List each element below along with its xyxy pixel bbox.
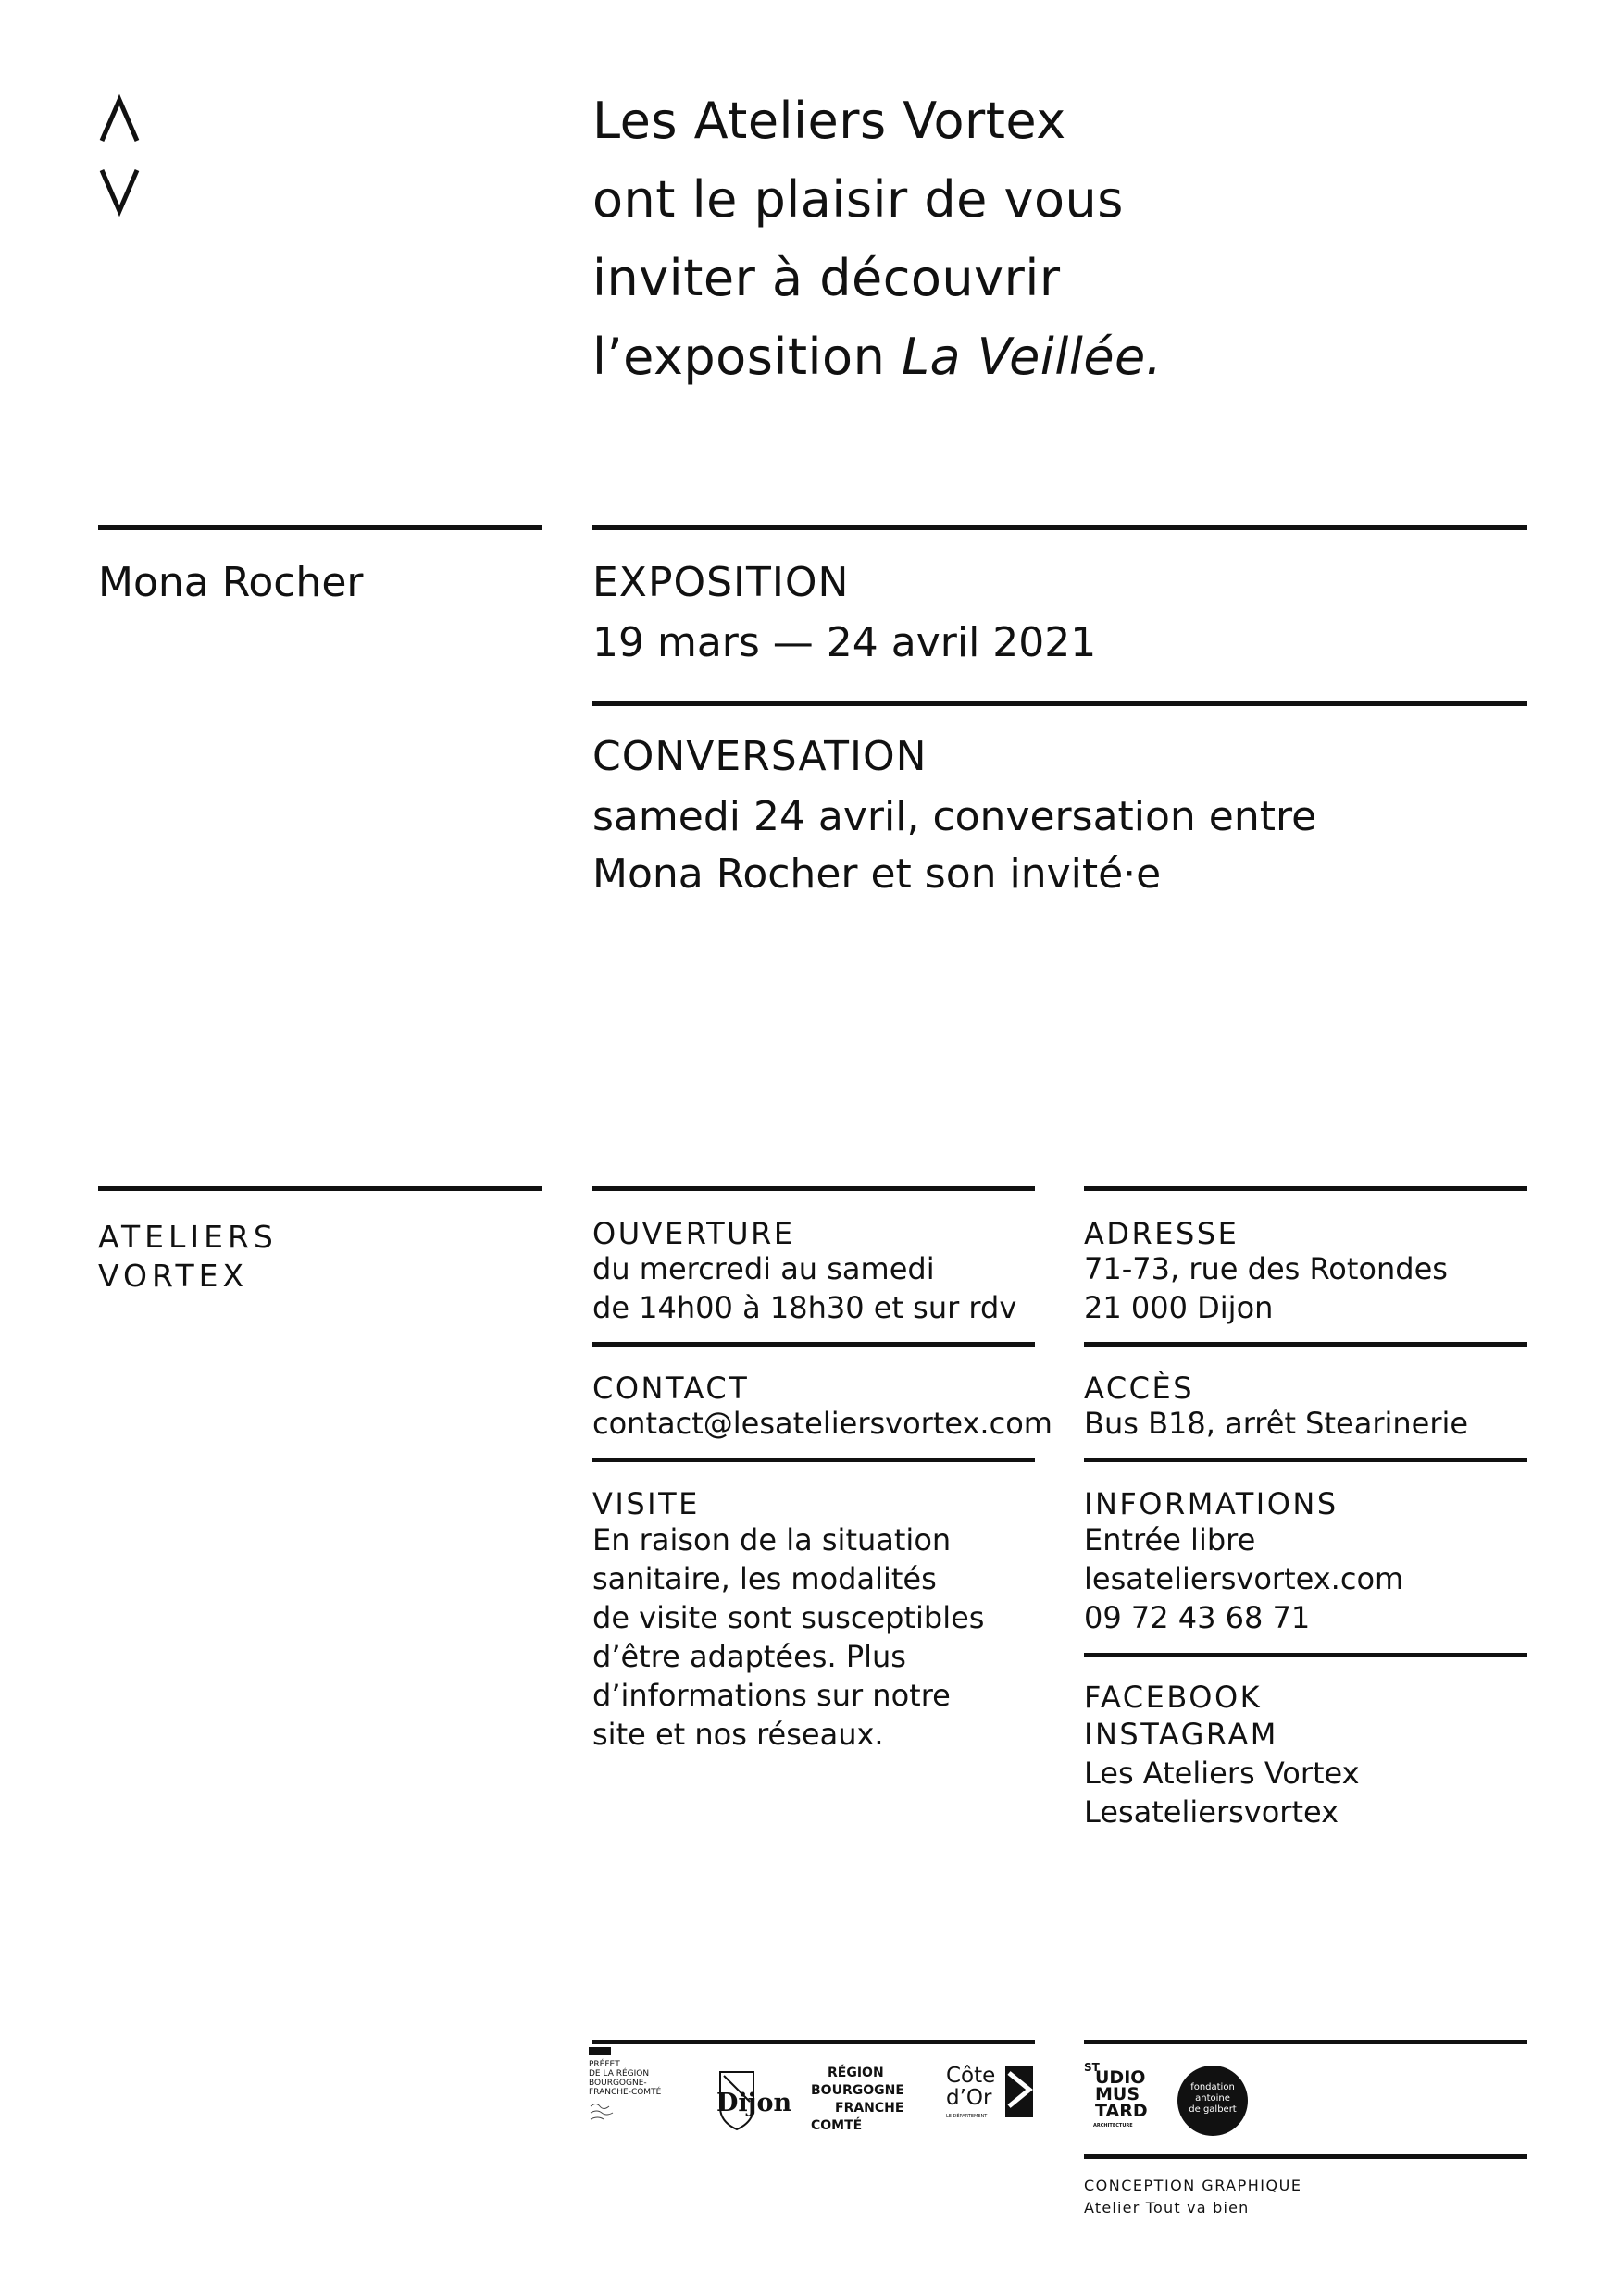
invitation-line-4-prefix: l’exposition [592,328,902,386]
informations-website: lesateliersvortex.com [1084,1561,1404,1596]
invitation-line-2: ont le plaisir de vous [592,170,1124,229]
wordmark-line-2: VORTEX [98,1258,249,1294]
cotedor-line-1: Côte [946,2064,996,2088]
divider [1084,2154,1527,2159]
visite-line: de visite sont susceptibles [592,1600,985,1635]
adresse-label: ADRESSE [1084,1216,1239,1251]
facebook-handle: Les Ateliers Vortex [1084,1756,1360,1791]
fondation-logo [1177,2066,1248,2136]
divider [98,1186,542,1191]
contact-email: contact@lesateliersvortex.com [592,1406,1052,1441]
divider [592,1186,1035,1191]
divider [1084,1458,1527,1462]
region-line-3: FRANCHE [835,2101,904,2116]
dijon-text: Dijon [716,2089,792,2117]
invitation-text [592,81,1162,396]
cotedor-line-3: LE DÉPARTEMENT [946,2114,988,2119]
region-line-4: COMTÉ [811,2118,863,2133]
conversation-line-1: samedi 24 avril, conversation entre [592,793,1317,840]
contact-label: CONTACT [592,1371,750,1406]
adresse-line-2: 21 000 Dijon [1084,1290,1274,1325]
visite-line: d’informations sur notre [592,1678,951,1713]
studio-line-2: UDIO [1095,2067,1146,2088]
ateliers-vortex-wordmark [98,1218,278,1296]
fondation-line-1: fondation [1190,2082,1235,2092]
fondation-line-2: antoine [1195,2093,1230,2104]
divider [1084,1342,1527,1347]
divider [592,701,1527,706]
invitation-line-1: Les Ateliers Vortex [592,92,1066,150]
prefet-line-1: PRÉFET [589,2060,620,2069]
exposition-dates: 19 mars — 24 avril 2021 [592,619,1097,666]
informations-label: INFORMATIONS [1084,1486,1339,1521]
exhibition-title: La Veillée. [901,328,1163,386]
cotedor-line-2: d’Or [946,2086,992,2110]
prefet-line-3: BOURGOGNE- [589,2079,647,2088]
credits-label: CONCEPTION GRAPHIQUE [1084,2177,1302,2194]
adresse-line-1: 71-73, rue des Rotondes [1084,1251,1448,1286]
visite-text [592,1520,984,1754]
region-logo [811,2066,913,2140]
studio-line-1: ST [1084,2061,1100,2074]
studio-line-3: MUS [1095,2084,1140,2104]
cotedor-flag-icon [1005,2066,1033,2117]
divider [592,2040,1035,2044]
ouverture-line-2: de 14h00 à 18h30 et sur rdv [592,1290,1017,1325]
prefet-line-2: DE LA RÉGION [589,2069,650,2079]
divider [592,1458,1035,1462]
studio-line-5: ARCHITECTURE [1093,2123,1133,2128]
studio-line-4: TARD [1095,2101,1148,2121]
conversation-title: CONVERSATION [592,733,928,780]
visite-line: En raison de la situation [592,1522,952,1558]
prefet-line-4: FRANCHE-COMTÉ [589,2088,662,2097]
divider [98,525,542,530]
divider [1084,2040,1527,2044]
visite-label: VISITE [592,1486,700,1521]
marianne-icon [589,2047,611,2055]
divider [1084,1653,1527,1657]
dijon-logo [711,2068,792,2138]
fondation-line-3: de galbert [1189,2104,1237,2115]
signature-icon [589,2101,620,2123]
informations-entree: Entrée libre [1084,1522,1256,1558]
facebook-label: FACEBOOK [1084,1680,1263,1715]
artist-name: Mona Rocher [98,559,364,606]
divider [1084,1186,1527,1191]
invitation-line-3: inviter à découvrir [592,249,1061,307]
region-line-1: RÉGION [828,2066,884,2080]
invitation-line-4 [592,317,1162,396]
prefet-logo [589,2047,700,2149]
informations-phone: 09 72 43 68 71 [1084,1600,1311,1635]
acces-line-1: Bus B18, arrêt Stearinerie [1084,1406,1469,1441]
instagram-label: INSTAGRAM [1084,1717,1278,1752]
conversation-line-2: Mona Rocher et son invité·e [592,850,1162,898]
divider [592,1342,1035,1347]
ouverture-label: OUVERTURE [592,1216,795,1251]
visite-line: sanitaire, les modalités [592,1561,937,1596]
credits-name: Atelier Tout va bien [1084,2199,1250,2216]
acces-label: ACCÈS [1084,1371,1195,1406]
wordmark-line-1: ATELIERS [98,1219,278,1255]
cotedor-logo [946,2064,1039,2138]
av-logo-icon [96,93,143,222]
exposition-title: EXPOSITION [592,559,850,606]
visite-line: site et nos réseaux. [592,1717,884,1752]
divider [592,525,1527,530]
visite-line: d’être adaptées. Plus [592,1639,906,1674]
ouverture-line-1: du mercredi au samedi [592,1251,935,1286]
instagram-handle: Lesateliersvortex [1084,1794,1339,1830]
studio-mustard-logo [1084,2062,1153,2141]
region-line-2: BOURGOGNE [811,2083,904,2098]
